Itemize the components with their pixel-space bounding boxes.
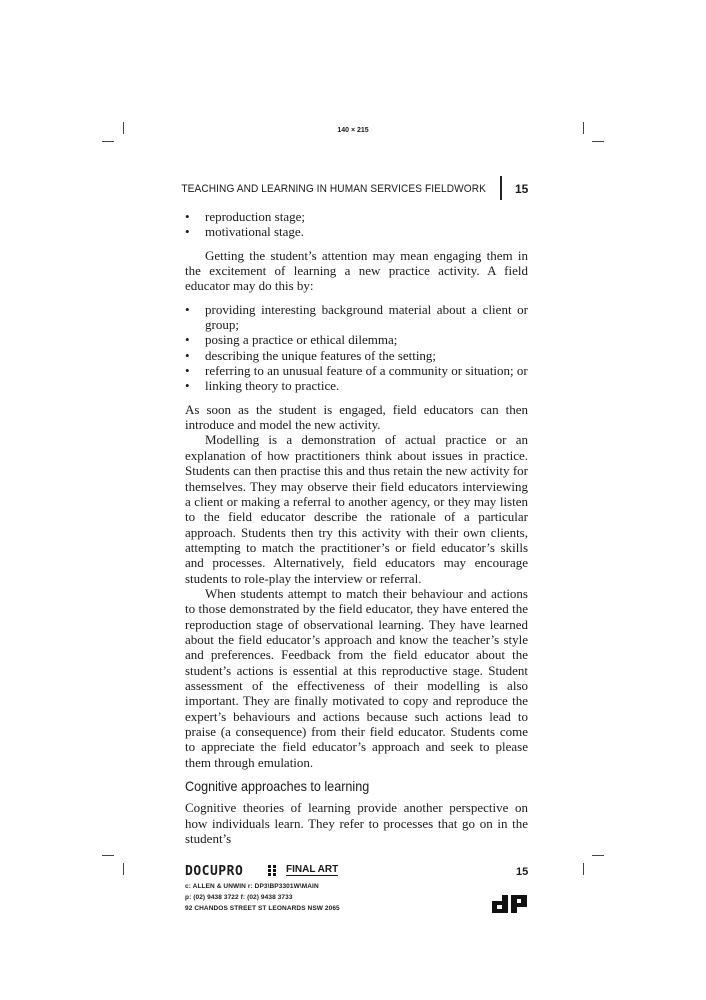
crop-mark-bottom-left-h xyxy=(102,855,114,856)
crop-mark-bottom-right-h xyxy=(592,855,604,856)
crop-mark-bottom-left-v xyxy=(123,863,124,875)
logo-dots-icon xyxy=(268,865,276,876)
footer-phone-line: p: (02) 9438 3722 f: (02) 9438 3733 xyxy=(185,894,293,901)
final-art-label: FINAL ART xyxy=(286,864,339,875)
docupro-logo: DOCUPRO xyxy=(185,864,244,879)
crop-mark-top-left-h xyxy=(102,141,114,142)
footer-client-line: c: ALLEN & UNWIN r: DP3\BP3301W\MAIN xyxy=(185,883,319,890)
running-head-divider xyxy=(500,176,502,200)
engagement-list xyxy=(185,302,528,394)
dp-logo-icon xyxy=(492,893,528,913)
running-head-title: TEACHING AND LEARNING IN HUMAN SERVICES FIELDWORK xyxy=(181,183,487,195)
footer-page-number: 15 xyxy=(516,866,529,878)
list-item: • motivational stage. xyxy=(185,224,528,239)
footer-address-line: 92 CHANDOS STREET ST LEONARDS NSW 2065 xyxy=(185,905,340,912)
paragraph: When students attempt to match their behaviour and actions to those demonstrated by the field educator, they have entered the reproduction stage of observational learning. They have learned about the field educator’s approach and know the teacher’s style and preferences. Feedback from the field educator about the student’s actions is essential at this reproductive stage. Student assessment of the effectiveness of their modelling is also important. They are finally motivated to copy and reproduce the expert’s behaviours and actions because such actions lead to praise (a consequence) from their field educator. Students come to appreciate the field educator’s approach and seek to please them through emulation. xyxy=(185,585,528,770)
crop-mark-bottom-right-v xyxy=(583,863,584,875)
list-item: • reproduction stage; xyxy=(185,209,528,224)
stage-list xyxy=(185,209,528,240)
body-text xyxy=(185,209,528,846)
paragraph: Cognitive theories of learning provide another perspective on how individuals learn. They refer to processes that go on in the student’s xyxy=(185,800,528,847)
paragraph: As soon as the student is engaged, field educators can then introduce and model the new activity. xyxy=(185,401,528,433)
trim-size-label: 140 × 215 xyxy=(337,127,369,134)
list-item: • referring to an unusual feature of a community or situation; or xyxy=(185,363,528,378)
paragraph: Modelling is a demonstration of actual practice or an explanation of how practitioners think about issues in practice. Students can then practise this and thus retain the new activity for themselves. They may observe their field educators interviewing a client or making a referral to another agency, or they may listen to the field educator describe the rationale of a particular approach. Students then try this activity with their own clients, attempting to match the practitioner’s or field educator’s skills and processes. Alternatively, field educators may encourage students to role-play the interview or referral. xyxy=(185,432,528,586)
paragraph: Getting the student’s attention may mean engaging them in the excitement of learning a new practice activity. A field educator may do this by: xyxy=(185,247,528,294)
page-number: 15 xyxy=(515,182,529,196)
list-item: • posing a practice or ethical dilemma; xyxy=(185,332,528,347)
list-item: • providing interesting background material about a client or group; xyxy=(185,302,528,333)
section-heading: Cognitive approaches to learning xyxy=(185,778,370,795)
crop-mark-top-right-h xyxy=(592,141,604,142)
list-item: • linking theory to practice. xyxy=(185,378,528,393)
list-item: • describing the unique features of the setting; xyxy=(185,348,528,363)
